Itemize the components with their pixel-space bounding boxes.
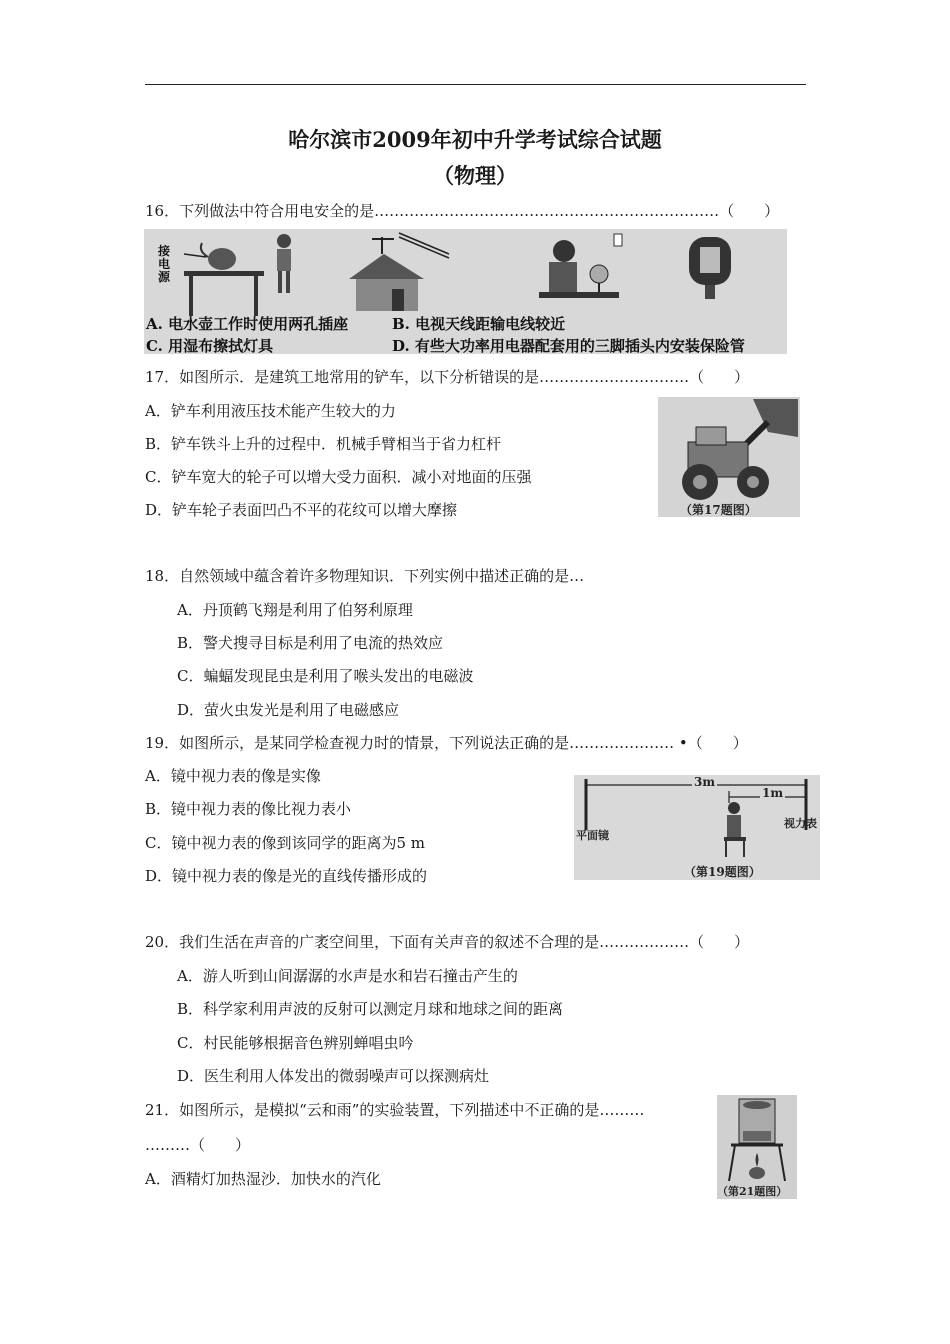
figure-19-caption: （第19题图） [684,865,761,879]
question-18-stem: 18．自然领域中蕴含着许多物理知识．下列实例中描述正确的是… [145,567,585,585]
option-20-a: A．游人听到山间潺潺的水声是水和岩石撞击产生的 [177,967,518,985]
option-16-a: A. 电水壶工作时使用两孔插座 [146,315,349,333]
plug-label: 接电源 [158,244,171,284]
option-18-d: D．萤火虫发光是利用了电磁感应 [177,701,400,719]
option-16-c: C. 用湿布擦拭灯具 [146,337,274,354]
option-19-b: B．镜中视力表的像比视力表小 [145,800,352,818]
top-rule [145,84,806,85]
question-17-stem: 17．如图所示．是建筑工地常用的铲车，以下分析错误的是…………………………（ ） [145,368,750,386]
option-16-b: B. 电视天线距输电线较近 [392,315,566,333]
option-16-d: D. 有些大功率用电器配套用的三脚插头内安装保险管 [392,337,745,354]
distance-3m-label: 3m [694,775,716,789]
option-20-b: B．科学家利用声波的反射可以测定月球和地球之间的距离 [177,1000,564,1018]
option-17-d: D．铲车轮子表面凹凸不平的花纹可以增大摩擦 [145,501,458,519]
question-20-stem: 20．我们生活在声音的广袤空间里，下面有关声音的叙述不合理的是………………（ ） [145,933,750,951]
option-20-c: C．村民能够根据音色辨别蝉唱虫吟 [177,1034,414,1052]
option-21-a: A．酒精灯加热湿沙．加快水的汽化 [145,1170,381,1188]
page-subtitle: （物理） [433,163,517,188]
option-20-d: D．医生利用人体发出的微弱噪声可以探测病灶 [177,1067,490,1085]
option-18-a: A．丹顶鹤飞翔是利用了伯努利原理 [177,601,413,619]
question-16-stem: 16．下列做法中符合用电安全的是……………………………………………………………（ ） [145,202,780,220]
question-19-figure [574,775,820,880]
eye-chart-label: 视力表 [784,817,817,830]
question-21-figure [717,1095,797,1199]
distance-1m-label: 1m [762,786,784,800]
question-21-stem: 21．如图所示，是模拟“云和雨”的实验装置，下列描述中不正确的是……… [145,1101,645,1119]
option-17-a: A．铲车利用液压技术能产生较大的力 [145,402,396,420]
mirror-label: 平面镜 [576,829,609,842]
option-17-c: C．铲车宽大的轮子可以增大受力面积．减小对地面的压强 [145,468,532,486]
figure-21-caption: （第21题图） [717,1185,788,1198]
option-19-a: A．镜中视力表的像是实像 [145,767,321,785]
option-17-b: B．铲车铁斗上升的过程中．机械手臂相当于省力杠杆 [145,435,502,453]
option-19-c: C．镜中视力表的像到该同学的距离为5 m [145,834,426,852]
question-17-figure [658,397,800,517]
question-21-stem-continued: ………（ ） [145,1136,251,1154]
page-title: 哈尔滨市2009年初中升学考试综合试题 [288,127,662,152]
option-18-b: B．警犬搜寻目标是利用了电流的热效应 [177,634,444,652]
question-16-figure [144,229,787,354]
loader-illustration [658,397,800,517]
question-19-stem: 19．如图所示，是某同学检查视力时的情景，下列说法正确的是………………… •（ ） [145,734,748,752]
option-19-d: D．镜中视力表的像是光的直线传播形成的 [145,867,428,885]
option-18-c: C．蝙蝠发现昆虫是利用了喉头发出的电磁波 [177,667,474,685]
figure-17-caption: （第17题图） [680,503,757,517]
